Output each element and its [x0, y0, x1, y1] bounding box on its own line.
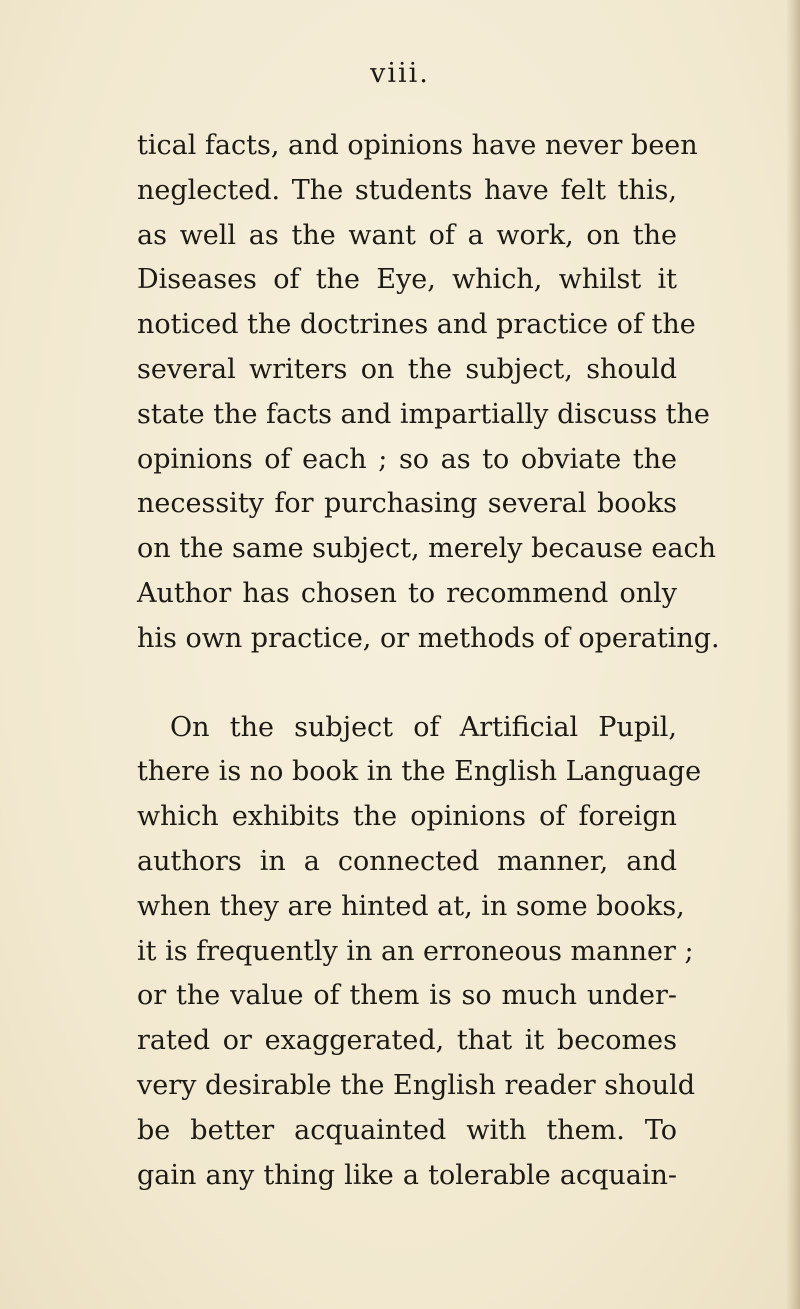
paragraph-1 — [137, 124, 720, 662]
paragraph-2 — [137, 706, 702, 1199]
text-line: Author has chosen to recommend only — [137, 577, 677, 609]
text-line: state the facts and impartially discuss the — [137, 398, 710, 430]
text-line: authors in a connected manner, and — [137, 845, 677, 877]
text-line: which exhibits the opinions of foreign — [137, 801, 677, 833]
text-line: it is frequently in an erroneous manner ; — [137, 935, 694, 967]
text-line: neglected. The students have felt this, — [137, 174, 677, 206]
text-line: necessity for purchasing several books — [137, 488, 677, 520]
text-line: his own practice, or methods of operating. — [137, 622, 720, 654]
text-line: as well as the want of a work, on the — [137, 219, 677, 251]
text-line: on the same subject, merely because each — [137, 533, 716, 565]
text-line: tical facts, and opinions have never been — [137, 130, 698, 161]
page-number: viii. — [370, 58, 430, 89]
text-line: noticed the doctrines and practice of the — [137, 309, 696, 341]
text-line: gain any thing like a tolerable acquain- — [137, 1159, 677, 1191]
text-line: be better acquainted with them. To — [137, 1114, 677, 1146]
body-text — [137, 124, 720, 1198]
text-line: On the subject of Artificial Pupil, — [170, 711, 677, 743]
text-line: rated or exaggerated, that it becomes — [137, 1025, 677, 1057]
text-line: there is no book in the English Language — [137, 756, 702, 788]
paragraph-gap — [137, 662, 677, 706]
text-line: opinions of each ; so as to obviate the — [137, 443, 677, 475]
text-line: or the value of them is so much under- — [137, 980, 677, 1012]
page-edge-shadow — [786, 0, 800, 1309]
text-line: very desirable the English reader should — [137, 1069, 696, 1101]
text-line: Diseases of the Eye, which, whilst it — [137, 264, 677, 296]
text-line: several writers on the subject, should — [137, 353, 677, 385]
text-line: when they are hinted at, in some books, — [137, 890, 685, 922]
